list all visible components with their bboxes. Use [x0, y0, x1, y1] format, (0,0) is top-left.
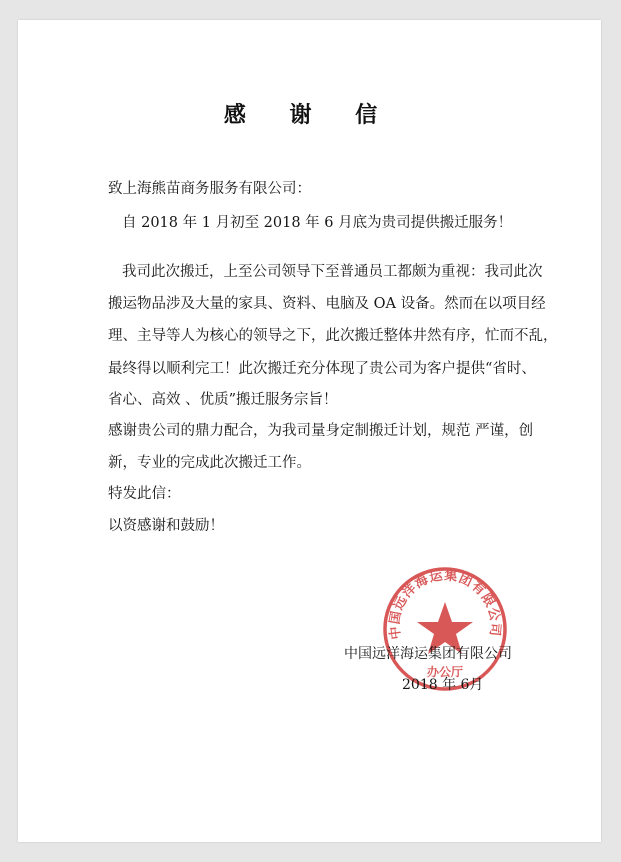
seal-ring-textpath: 中国远洋海运集团有限公司 [387, 568, 503, 641]
body-line: 自 2018 年 1 月初至 2018 年 6 月底为贵司提供搬迁服务！ [122, 215, 513, 231]
closing-line: 特发此信： [108, 486, 181, 502]
body-line: 搬运物品涉及大量的家具、资料、电脑及 OA 设备。然而在以项目经 [108, 296, 546, 312]
body-line: 最终得以顺利完工！此次搬迁充分体现了贵公司为客户提供“省时、 [108, 361, 536, 377]
signer-name: 中国远洋海运集团有限公司 [344, 646, 512, 662]
body-line: 理、主导等人为核心的领导之下，此次搬迁整体井然有序，忙而不乱， [108, 328, 558, 344]
body-line: 新，专业的完成此次搬迁工作。 [108, 455, 311, 471]
signature-date: 2018 年 6月 [402, 677, 484, 693]
closing-line: 以资感谢和鼓励！ [108, 518, 224, 534]
seal-bottom-text: 办公厅 [426, 665, 464, 679]
letter-title: 感 谢 信 [223, 102, 396, 128]
body-line: 感谢贵公司的鼎力配合，为我司量身定制搬迁计划，规范 严谨，创 [108, 423, 534, 439]
body-line: 省心、高效 、优质”搬迁服务宗旨！ [108, 392, 338, 408]
body-line: 我司此次搬迁，上至公司领导下至普通员工都颇为重视：我司此次 [122, 264, 543, 280]
letter-paper [18, 20, 601, 842]
salutation: 致上海熊苗商务服务有限公司： [108, 181, 311, 197]
